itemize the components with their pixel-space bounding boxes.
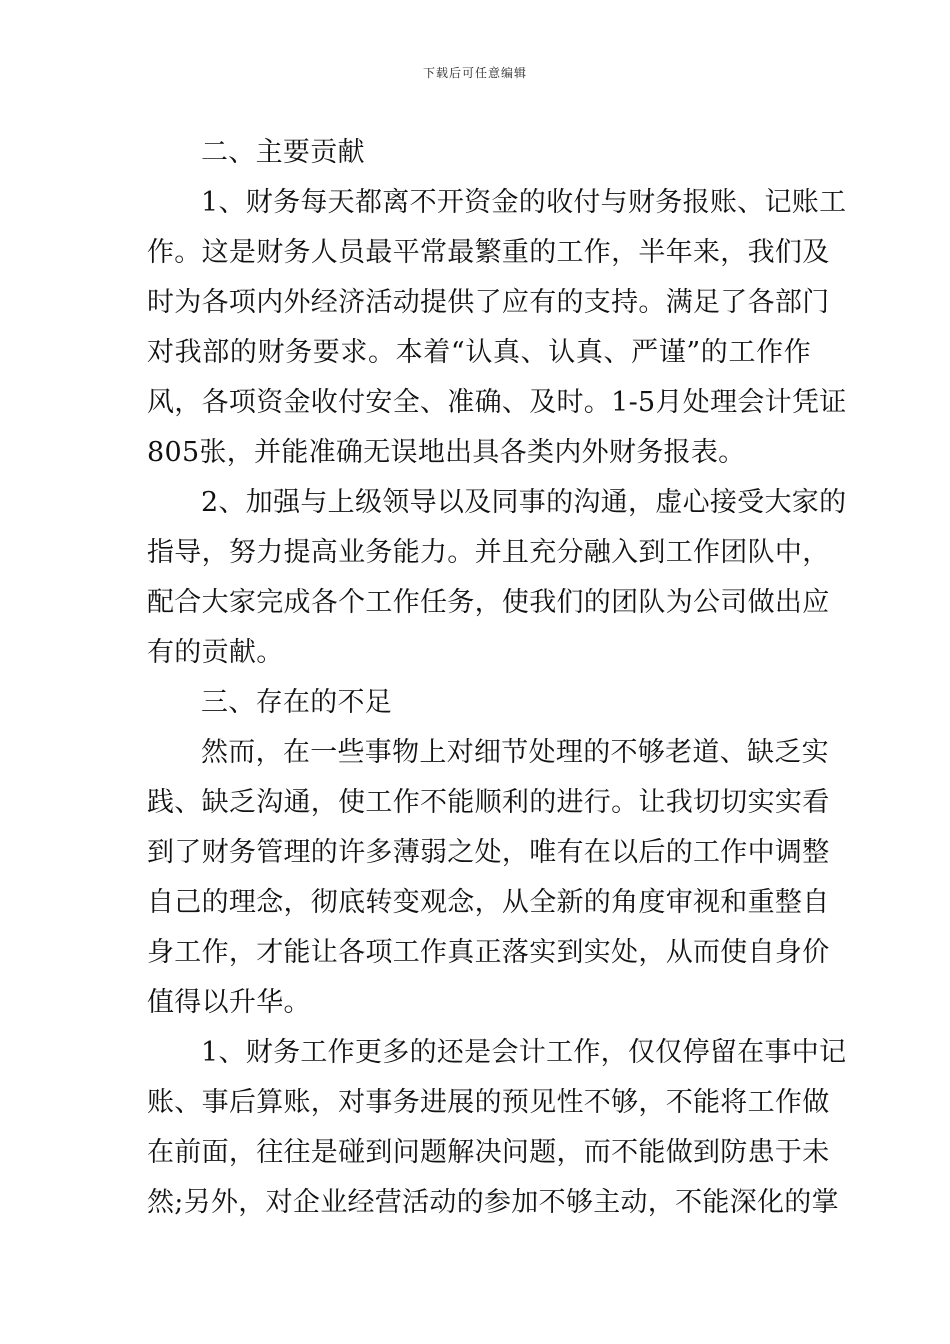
paragraph-line: 1、财务工作更多的还是会计工作，仅仅停留在事中记 [201, 1037, 847, 1068]
paragraph-line: 有的贡献。 [147, 637, 284, 668]
paragraph-line: 自己的理念，彻底转变观念，从全新的角度审视和重整自 [147, 887, 830, 918]
paragraph-line: 然而，在一些事物上对细节处理的不够老道、缺乏实 [201, 737, 829, 768]
section-heading: 二、主要贡献 [201, 137, 365, 168]
section-heading: 三、存在的不足 [201, 687, 393, 718]
document-body [147, 128, 847, 1228]
paragraph-line: 1、财务每天都离不开资金的收付与财务报账、记账工 [201, 187, 847, 218]
paragraph-line: 风，各项资金收付安全、准确、及时。1-5月处理会计凭证 [147, 387, 847, 418]
paragraph-line: 作。这是财务人员最平常最繁重的工作，半年来，我们及 [147, 237, 830, 268]
paragraph-line: 2、加强与上级领导以及同事的沟通，虚心接受大家的 [201, 487, 847, 518]
paragraph-line: 身工作，才能让各项工作真正落实到实处，从而使自身价 [147, 937, 830, 968]
paragraph-line: 账、事后算账，对事务进展的预见性不够，不能将工作做 [147, 1087, 830, 1118]
paragraph-line: 指导，努力提高业务能力。并且充分融入到工作团队中， [147, 537, 830, 568]
paragraph-line: 在前面，往往是碰到问题解决问题，而不能做到防患于未 [147, 1137, 830, 1168]
paragraph-line: 然;另外，对企业经营活动的参加不够主动，不能深化的掌 [147, 1187, 839, 1218]
paragraph-line: 对我部的财务要求。本着“认真、认真、严谨”的工作作 [147, 337, 811, 368]
paragraph-line: 配合大家完成各个工作任务，使我们的团队为公司做出应 [147, 587, 830, 618]
paragraph-line: 到了财务管理的许多薄弱之处，唯有在以后的工作中调整 [147, 837, 830, 868]
paragraph-line: 时为各项内外经济活动提供了应有的支持。满足了各部门 [147, 287, 830, 318]
paragraph-line: 值得以升华。 [147, 987, 311, 1018]
paragraph-line: 践、缺乏沟通，使工作不能顺利的进行。让我切切实实看 [147, 787, 830, 818]
paragraph-line: 805张，并能准确无误地出具各类内外财务报表。 [147, 437, 746, 468]
header-note: 下载后可任意编辑 [422, 66, 527, 80]
